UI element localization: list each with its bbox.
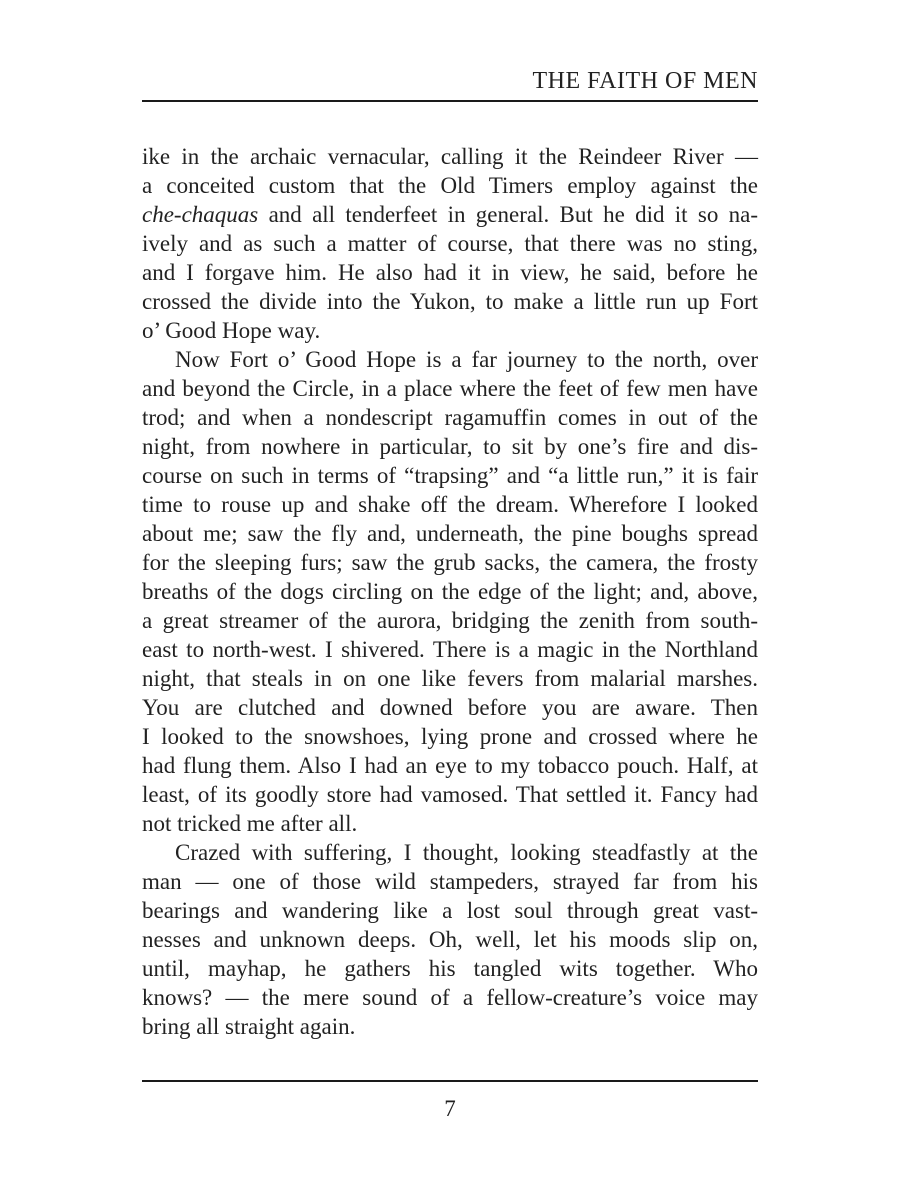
text-line: [142, 200, 758, 229]
text-line-rest: and all tenderfeet in general. But he did it so na-: [268, 202, 759, 227]
text-line: east to north-west. I shivered. There is a magic in the Northland: [142, 637, 758, 662]
text-line: for the sleeping furs; saw the grub sacks, the camera, the frosty: [142, 550, 758, 575]
text-line: nesses and unknown deeps. Oh, well, let his moods slip on,: [142, 927, 758, 952]
text-line: not tricked me after all.: [142, 811, 358, 836]
paragraph-3: [142, 838, 758, 1041]
text-line: about me; saw the fly and, underneath, the pine boughs spread: [142, 521, 758, 546]
paragraph-2: [142, 345, 758, 838]
text-line: and I forgave him. He also had it in view, he said, before he: [142, 260, 758, 285]
paragraph-1: [142, 142, 758, 345]
text-line: You are clutched and downed before you are aware. Then: [142, 695, 758, 720]
text-line: course on such in terms of “trapsing” and “a little run,” it is fair: [142, 463, 758, 488]
text-line: knows? — the mere sound of a fellow-creature’s voice may: [142, 985, 758, 1010]
text-line: crossed the divide into the Yukon, to make a little run up Fort: [142, 289, 758, 314]
text-line: and beyond the Circle, in a place where the feet of few men have: [142, 376, 758, 401]
text-line: Now Fort o’ Good Hope is a far journey to the north, over: [175, 347, 758, 372]
text-line: time to rouse up and shake off the dream. Wherefore I looked: [142, 492, 758, 517]
text-line: o’ Good Hope way.: [142, 318, 321, 343]
text-line: I looked to the snowshoes, lying prone and crossed where he: [142, 724, 758, 749]
text-line: ike in the archaic vernacular, calling it the Reindeer River —: [142, 144, 758, 169]
italic-term: che-chaquas: [142, 202, 259, 227]
text-line: a conceited custom that the Old Timers employ against the: [142, 173, 758, 198]
text-line: had flung them. Also I had an eye to my tobacco pouch. Half, at: [142, 753, 758, 778]
text-line: night, that steals in on one like fevers from malarial marshes.: [142, 666, 758, 691]
text-line: breaths of the dogs circling on the edge of the light; and, above,: [142, 579, 758, 604]
text-line: trod; and when a nondescript ragamuffin comes in out of the: [142, 405, 758, 430]
footer-rule: [142, 1080, 758, 1082]
text-line: bring all straight again.: [142, 1014, 356, 1039]
text-line: man — one of those wild stampeders, strayed far from his: [142, 869, 758, 894]
text-line: a great streamer of the aurora, bridging the zenith from south-: [142, 608, 758, 633]
running-head: THE FAITH OF MEN: [532, 68, 758, 94]
header-rule: [142, 100, 758, 102]
text-line: bearings and wandering like a lost soul through great vast-: [142, 898, 758, 923]
body-text: [142, 142, 758, 1041]
page-number: 7: [444, 1096, 456, 1121]
text-line: night, from nowhere in particular, to sit by one’s fire and dis-: [142, 434, 758, 459]
text-line: until, mayhap, he gathers his tangled wits together. Who: [142, 956, 758, 981]
text-line: least, of its goodly store had vamosed. That settled it. Fancy had: [142, 782, 758, 807]
text-line: ively and as such a matter of course, that there was no sting,: [142, 231, 758, 256]
text-line: Crazed with suffering, I thought, looking steadfastly at the: [175, 840, 758, 865]
